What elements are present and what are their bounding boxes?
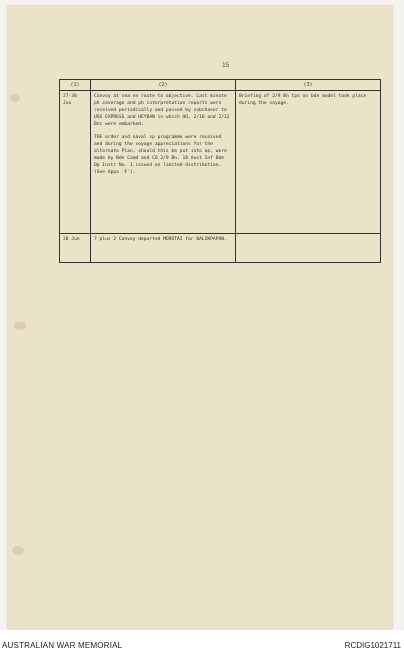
footer-record-id: RCDIG1021711 (344, 641, 401, 650)
page-stain (12, 546, 24, 555)
page-stain (14, 322, 26, 330)
archive-footer (0, 630, 404, 653)
page-number: 15 (222, 62, 230, 69)
event-paragraph: 7 plus 2 Convoy departed MOROTAI for BALIKPAPAN. (94, 237, 227, 242)
date-cell: 28 Jun (60, 234, 91, 263)
column-header-2: (2) (91, 80, 236, 91)
event-cell (91, 91, 236, 234)
table-row (60, 91, 381, 234)
remarks-cell: Briefing of 2/9 Bn tps on bde model took place during the voyage. (236, 91, 381, 234)
table-row (60, 234, 381, 263)
page-stain (10, 94, 20, 102)
event-paragraph: THE order and naval sp programme were received and during the voyage appreciations for the alternate Plan, should this be put into op, were made by Bde Comd and CO 2/9 Bn. 18 Aust Inf Bde Op Instr No. 1 issued on limited distribution. (See Appx 'F'). (94, 135, 227, 175)
table-header-row (60, 80, 381, 91)
column-header-1: (1) (60, 80, 91, 91)
event-paragraph: Convoy at sea en route to objective. Last minute ph coverage and ph interpretation reports were received periodically and passed by subchaser to USS EXPRESS and HEYBAN in which HQ, 2/10 and 2/12 Bns were embarked. (94, 94, 230, 127)
column-header-3: (3) (236, 80, 381, 91)
war-diary-table (59, 79, 381, 263)
footer-institution: AUSTRALIAN WAR MEMORIAL (2, 641, 123, 650)
event-cell (91, 234, 236, 263)
date-cell: 27-30 Jun (60, 91, 91, 234)
remarks-cell (236, 234, 381, 263)
